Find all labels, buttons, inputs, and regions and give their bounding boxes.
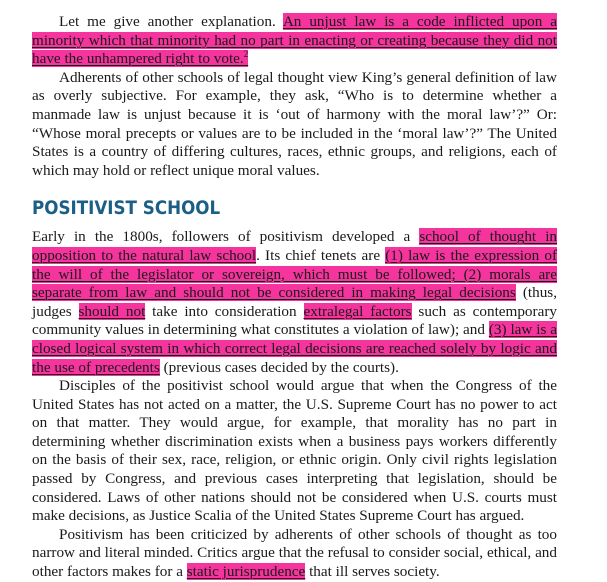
highlight-extralegal-factors[interactable]: extralegal factors (303, 302, 412, 320)
text-run: that ill serves society. (305, 563, 440, 581)
paragraph-positivism-tenets (32, 228, 557, 377)
text-run: Let me give another explanation. (59, 13, 283, 30)
text-run: . Its chief tenets are (256, 246, 386, 264)
text-run: take into consideration (145, 302, 304, 320)
text-run: (thus, judges (32, 284, 558, 320)
text-run: (previous cases decided by the courts). (159, 358, 399, 376)
section-heading-positivist-school: POSITIVIST SCHOOL (32, 197, 221, 220)
document-page (32, 13, 557, 582)
highlight-unjust-law-definition[interactable]: An unjust law is a code inflicted upon a minority which that minority had no part in enacting or creating because they did not have the unhampered right to vote.$^2$ (32, 13, 557, 68)
highlight-static-jurisprudence[interactable]: static jurisprudence (186, 563, 306, 581)
highlight-should-not[interactable]: should not (78, 302, 146, 320)
paragraph-positivism-criticism (32, 526, 557, 582)
highlight-closed-logical-system[interactable]: (3) law is a closed logical system in which correct legal decisions are reached solely by logic and the use of precedents (32, 321, 558, 376)
footnote-marker[interactable]: 2 (243, 49, 249, 60)
paragraph-subjectivity-critique: Adherents of other schools of legal thought view King’s general definition of law as overly subjective. For example, they ask, “Who is to determine whether a manmade law is unjust because it is ‘out of harmony with the moral law’?” Or: “Whose moral precepts or values are to be included in the ‘moral law’?” The United States is a country of differing cultures, races, ethnic groups, and religions, each of which may hold or reflect unique moral values. (32, 68, 557, 179)
text-run: Positivism has been criticized by adherents of other schools of thought as too narrow and literal minded. Critics argue that the refusal to consider social, ethical, and other factors makes for a (32, 525, 557, 581)
paragraph-positivist-disciples: Disciples of the positivist school would argue that when the Congress of the United States has not acted on a matter, the U.S. Supreme Court has no power to act on that matter. They would argue, for example, that morality has no part in determining whether discrimination exists when a business pays workers differently on the basis of their sex, race, religion, or ethnic origin. Only civil rights legislation passed by Congress, and previous cases interpreting that legislation, should be considered. Laws of other nations should not be considered when U.S. courts must make decisions, as Justice Scalia of the United States Supreme Court has argued. (32, 377, 557, 525)
text-run: Early in the 1800s, followers of positivism developed a (32, 228, 420, 246)
highlight-tenets-one-two[interactable]: (1) law is the expression of the will of the legislator or sovereign, which must be followed; (2) morals are separate from law and should not be considered in making legal decisions (32, 246, 557, 302)
paragraph-unjust-law (32, 13, 557, 69)
highlight-opposition-school[interactable]: school of thought in opposition to the natural law school (32, 228, 558, 264)
text-run: such as contemporary community values in determining what constitutes a violation of law); and (32, 302, 557, 339)
